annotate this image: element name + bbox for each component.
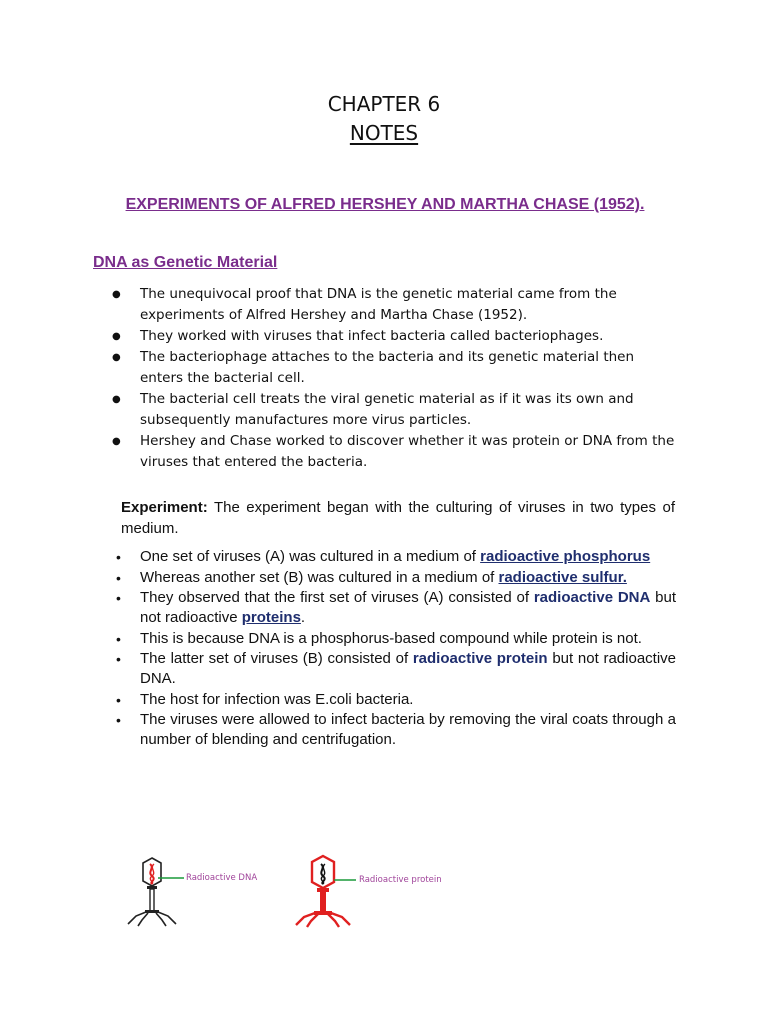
- radioactive-protein-label: Radioactive protein: [359, 875, 442, 885]
- radioactive-dna-label: Radioactive DNA: [186, 873, 258, 883]
- bullet-text: Whereas another set (B) was cultured in a medium of: [140, 568, 499, 586]
- bullet-text: .: [300, 609, 306, 626]
- list-item: [116, 690, 676, 710]
- bullet-text: but not radioactive DNA.: [140, 650, 677, 687]
- radioactive-protein-phage-figure: [290, 850, 460, 930]
- radioactive-dna-highlight: radioactive DNA: [533, 589, 651, 606]
- intro-bullet-list: [112, 284, 677, 473]
- bullet-text: They observed that the first set of viruses (A) consisted of: [140, 589, 534, 606]
- bullet-text: The latter set of viruses (B) consisted of: [140, 650, 413, 667]
- phage-red-icon: [290, 850, 460, 930]
- list-item: [116, 588, 676, 628]
- bullet-text: but not radioactive: [140, 589, 676, 626]
- experiment-text: The experiment began with the culturing of viruses in two types of medium.: [121, 499, 675, 537]
- bullet-text: One set of viruses (A) was cultured in a medium of: [140, 548, 481, 565]
- radioactive-protein-highlight: radioactive protein: [412, 650, 548, 667]
- phage-black-icon: [122, 850, 282, 930]
- list-item: [116, 629, 676, 649]
- section-heading: DNA as Genetic Material: [93, 254, 278, 271]
- chapter-title: [0, 90, 768, 148]
- bullet-text: This is because DNA is a phosphorus-based compound while protein is not.: [140, 629, 642, 647]
- list-item: ● The bacteriophage attaches to the bacteria and its genetic material then enters the bacterial cell.: [112, 347, 677, 389]
- chapter-title-line1: CHAPTER 6: [327, 92, 441, 116]
- list-item: ● They worked with viruses that infect bacteria called bacteriophages.: [112, 326, 677, 347]
- list-item: [116, 649, 676, 689]
- list-item: [116, 710, 676, 750]
- chapter-title-line2: NOTES: [349, 121, 419, 145]
- experiments-heading: EXPERIMENTS OF ALFRED HERSHEY AND MARTHA CHASE (1952).: [125, 196, 645, 213]
- bullet-text: The host for infection was E.coli bacteria.: [140, 690, 414, 708]
- radioactive-dna-phage-figure: [122, 850, 282, 930]
- proteins-link[interactable]: proteins: [241, 609, 301, 626]
- radioactive-phosphorus-link[interactable]: radioactive phosphorus: [480, 548, 651, 565]
- experiment-bullet-list: [116, 547, 676, 751]
- list-item: ● The unequivocal proof that DNA is the genetic material came from the experiments of Alfred Hershey and Martha Chase (1952).: [112, 284, 677, 326]
- list-item: ● The bacterial cell treats the viral genetic material as if it was its own and subsequently manufactures more virus particles.: [112, 389, 677, 431]
- list-item: [116, 547, 676, 567]
- radioactive-sulfur-link[interactable]: radioactive sulfur.: [498, 568, 627, 586]
- bullet-text: The viruses were allowed to infect bacteria by removing the viral coats through a number of blending and centrifugation.: [140, 711, 676, 748]
- experiment-label: Experiment:: [121, 499, 208, 516]
- list-item: [116, 568, 676, 588]
- experiment-paragraph: [121, 497, 675, 539]
- list-item: ● Hershey and Chase worked to discover whether it was protein or DNA from the viruses that entered the bacteria.: [112, 431, 677, 473]
